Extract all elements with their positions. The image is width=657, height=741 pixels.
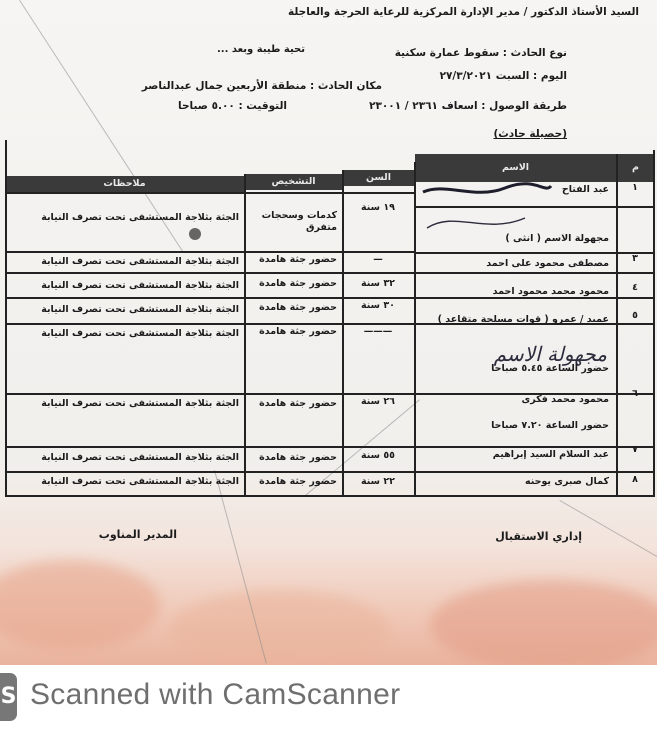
row-arrival-time: حضور الساعة ٧.٢٠ صباحا [491, 420, 609, 431]
row-notes: الجثة بثلاجة المستشفى تحت تصرف النيابة [41, 256, 239, 267]
row-arrival-time: حضور الساعة ٥.٤٥ صباحا [491, 363, 609, 374]
row-notes: الجثة بثلاجة المستشفى تحت تصرف النيابة [41, 304, 239, 315]
casualties-table [5, 140, 655, 496]
signature-duty-manager: المدير المناوب [98, 528, 177, 541]
incident-time: التوقيت : ٥.٠٠ صباحا [178, 100, 287, 112]
col-header-num: م [617, 154, 654, 182]
row-num: ١ [632, 182, 638, 193]
addressee: السيد الأستاذ الدكتور / مدير الإدارة المركزية للرعاية الحرجة والعاجلة [288, 6, 639, 18]
row-diagnosis: حضور جثة هامدة [259, 254, 337, 265]
row-num: ٦ [632, 388, 638, 399]
row-notes: الجثة بثلاجة المستشفى تحت تصرف النيابة [41, 212, 239, 223]
signature-reception-admin: إداري الاستقبال [495, 530, 582, 543]
row-age: — [373, 254, 383, 265]
incident-type: نوع الحادث : سقوط عمارة سكنية [394, 47, 567, 59]
row-age: ٣٢ سنة [361, 278, 395, 289]
row-name: عبد الفتاح [561, 184, 609, 195]
row-num: ٤ [632, 282, 638, 293]
handwritten-scribble [415, 180, 555, 240]
paper-stain [170, 590, 390, 665]
row-name: محمود محمد محمود احمد [492, 286, 609, 297]
paper-stain [0, 560, 160, 650]
row-num: ٨ [632, 474, 638, 485]
camscanner-watermark-text: Scanned with CamScanner [30, 678, 401, 711]
row-diagnosis: كدمات وسحجات متفرق [261, 210, 337, 233]
col-header-age: السن [343, 170, 414, 186]
row-notes: الجثة بثلاجة المستشفى تحت تصرف النيابة [41, 452, 239, 463]
incident-location: مكان الحادث : منطقة الأربعين جمال عبدالناصر [141, 80, 382, 92]
row-diagnosis: حضور جثة هامدة [259, 452, 337, 463]
col-header-name: الاسم [415, 154, 616, 182]
row-num: ٧ [632, 444, 638, 455]
paper-stain [430, 580, 657, 665]
row-diagnosis: حضور جثة هامدة [259, 476, 337, 487]
col-header-diagnosis: التشخيص [245, 174, 342, 190]
row-diagnosis: حضور جثة هامدة [259, 278, 337, 289]
handwritten-name: مجهولة الاسم [493, 342, 607, 366]
greeting: تحية طيبة وبعد ... [217, 44, 305, 55]
incident-day: اليوم : السبت ٢٧/٣/٢٠٢١ [439, 70, 567, 82]
row-age: ——— [363, 326, 393, 337]
row-name: عميد / عمرو ( قوات مسلحة متقاعد ) [437, 314, 609, 325]
table-rule [5, 251, 415, 253]
row-diagnosis: حضور جثة هامدة [259, 302, 337, 313]
col-header-notes: ملاحظات [5, 176, 244, 192]
row-age: ١٩ سنة [361, 202, 395, 213]
row-notes: الجثة بثلاجة المستشفى تحت تصرف النيابة [41, 398, 239, 409]
row-name: محمود محمد فكرى [521, 394, 609, 405]
row-name-secondary: مجهولة الاسم ( انثى ) [505, 233, 609, 244]
table-rule [5, 446, 655, 448]
handwritten-mark [185, 224, 205, 244]
camscanner-logo-icon: S [0, 673, 17, 721]
row-num: ٥ [632, 310, 638, 321]
row-notes: الجثة بثلاجة المستشفى تحت تصرف النيابة [41, 476, 239, 487]
row-notes: الجثة بثلاجة المستشفى تحت تصرف النيابة [41, 280, 239, 291]
row-name: كمال صبرى يوحنه [524, 476, 609, 487]
arrival-method: طريقة الوصول : اسعاف ٢٣٦١ / ٢٣٠٠١ [369, 100, 567, 112]
row-age: ٥٥ سنة [361, 450, 395, 461]
row-diagnosis: حضور جثة هامدة [259, 398, 337, 409]
stats-title: (حصيلة حادث) [493, 128, 567, 140]
row-age: ٣٠ سنة [361, 300, 395, 311]
row-age: ٢٦ سنة [361, 396, 395, 407]
row-name: عبد السلام السيد إبراهيم [492, 449, 609, 460]
table-rule [5, 192, 415, 194]
table-rule [5, 471, 655, 473]
row-num: ٣ [632, 253, 638, 264]
row-diagnosis: حضور جثة هامدة [259, 326, 337, 337]
table-rule [5, 495, 655, 497]
row-age: ٢٢ سنة [361, 476, 395, 487]
row-notes: الجثة بثلاجة المستشفى تحت تصرف النيابة [41, 328, 239, 339]
row-name: مصطفى محمود على احمد [486, 258, 609, 269]
